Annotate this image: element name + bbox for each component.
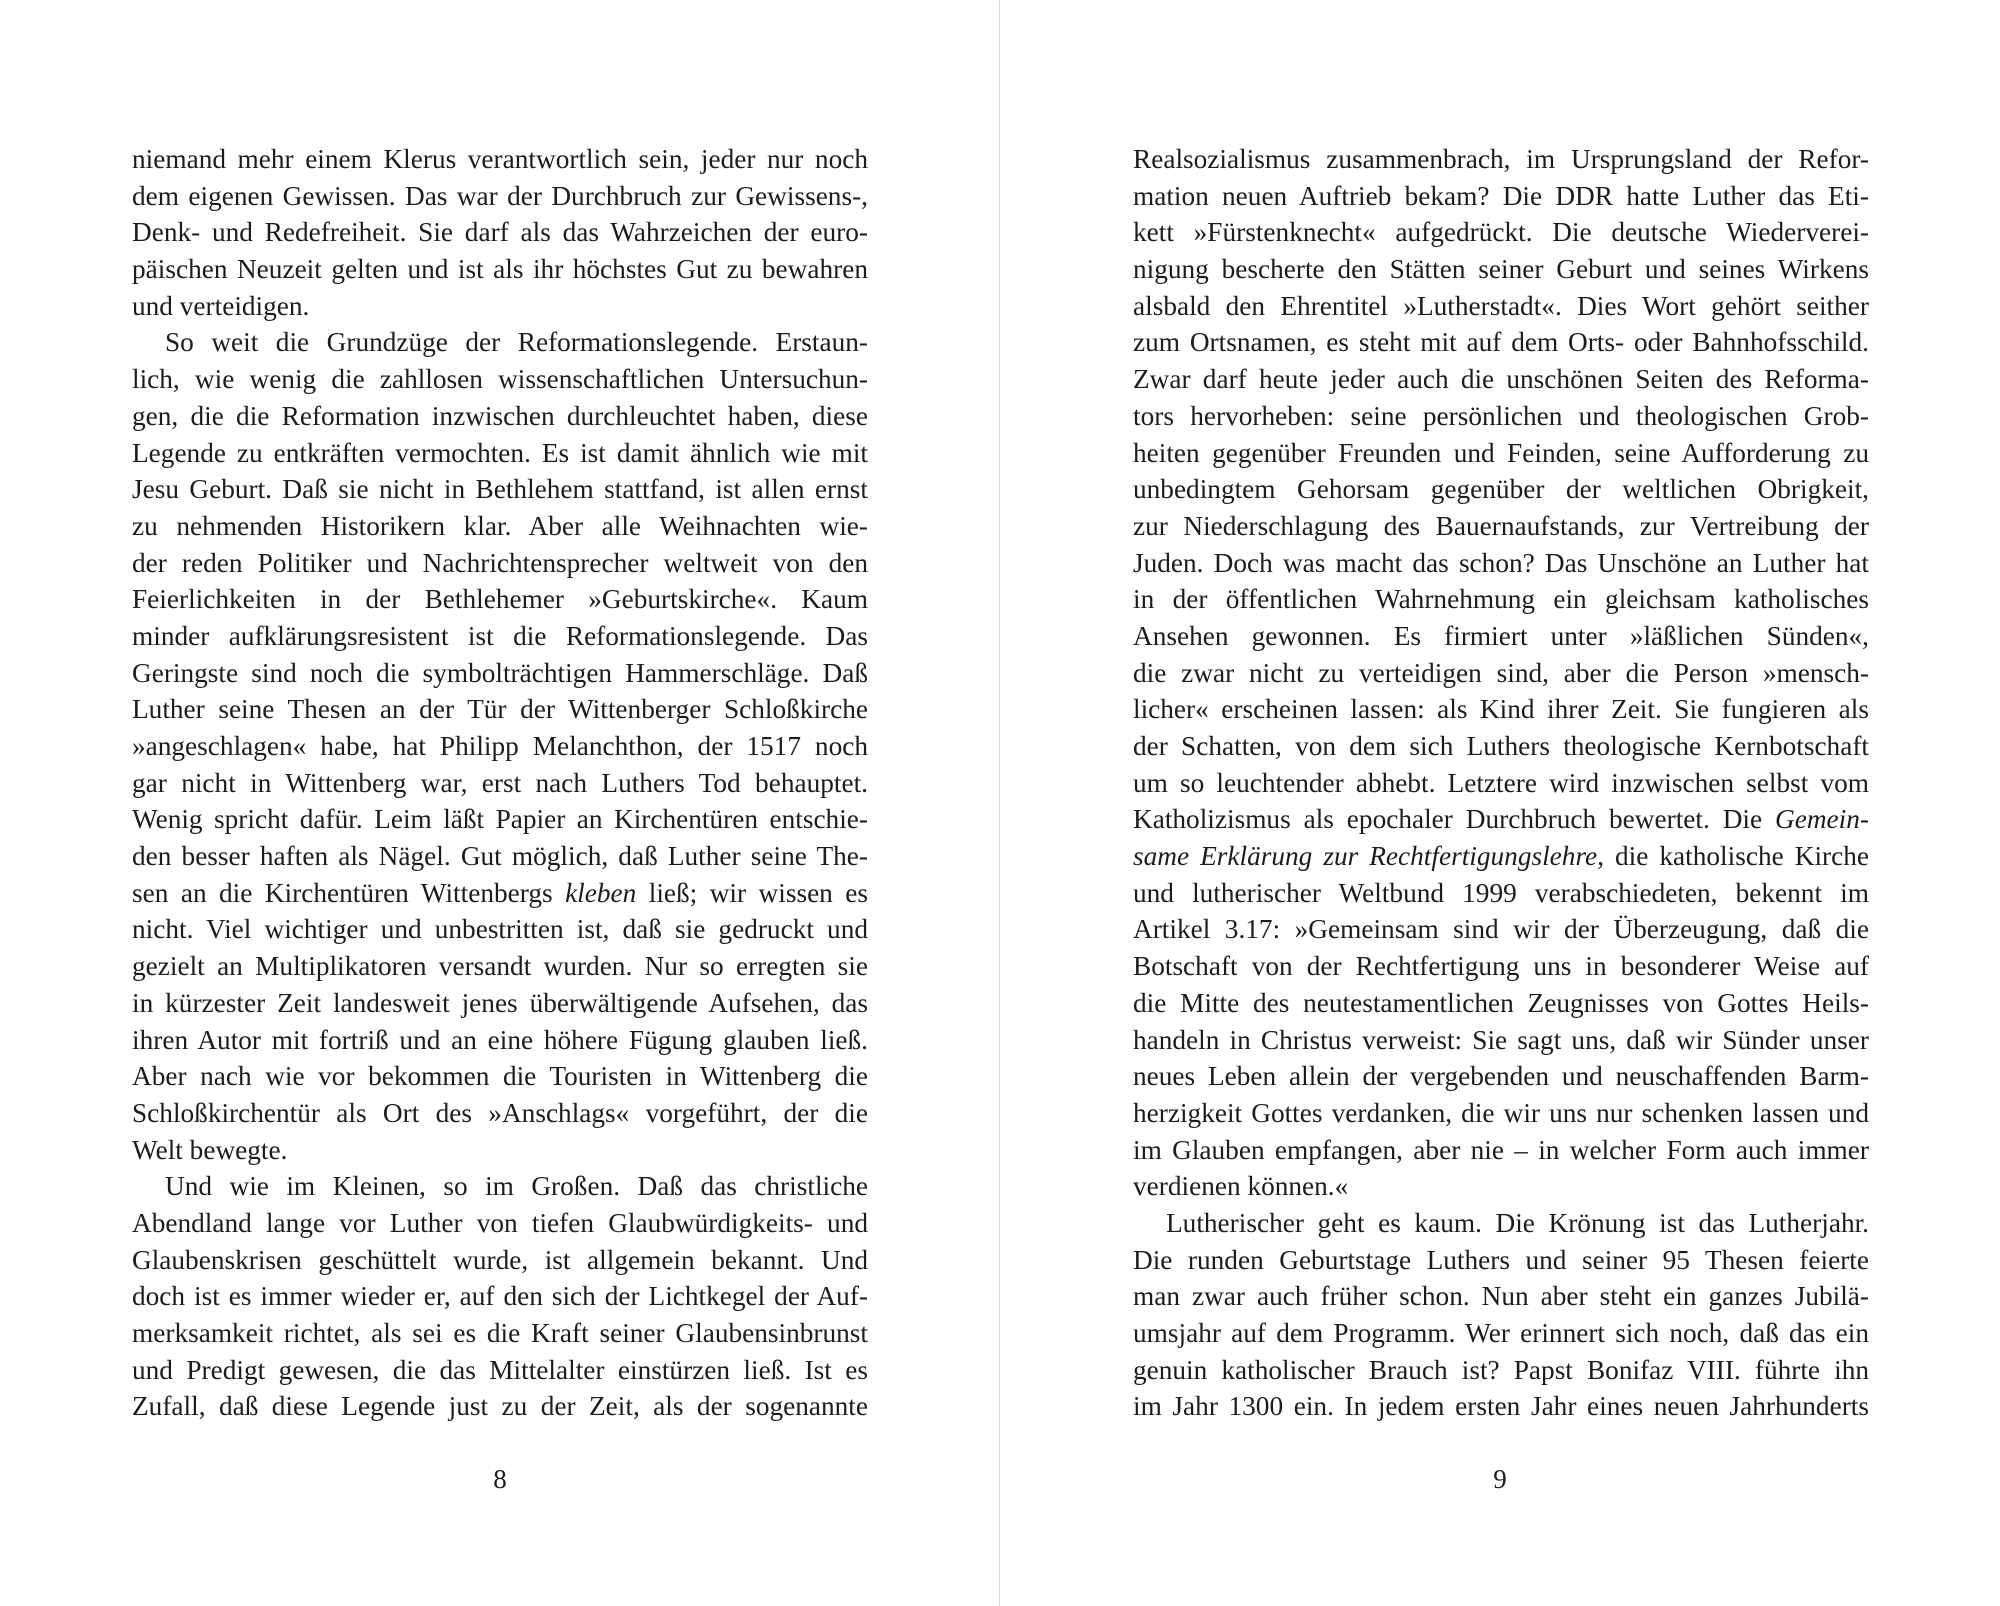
text-segment: ließ; wir wissen es bbox=[636, 877, 868, 908]
text-line: »angeschlagen« habe, hat Philipp Melanchthon, der 1517 noch bbox=[132, 731, 868, 761]
text-line: die zwar nicht zu verteidigen sind, aber die Person »mensch- bbox=[1133, 657, 1869, 688]
text-line: mation neuen Auftrieb bekam? Die DDR hatte Luther das Eti- bbox=[1133, 180, 1869, 211]
text-line: unbedingtem Gehorsam gegenüber der weltlichen Obrigkeit, bbox=[1133, 474, 1869, 505]
left-page-text bbox=[132, 141, 868, 1425]
text-line: Wenig spricht dafür. Leim läßt Papier an Kirchentüren entschie- bbox=[132, 804, 868, 835]
text-line: Legende zu entkräften vermochten. Es ist damit ähnlich wie mit bbox=[132, 437, 868, 468]
text-line: in der öffentlichen Wahrnehmung ein gleichsam katholisches bbox=[1133, 584, 1869, 615]
text-line-with-emphasis bbox=[132, 875, 868, 912]
text-line: Abendland lange vor Luther von tiefen Glaubwürdigkeits- und bbox=[132, 1207, 868, 1238]
text-line: herzigkeit Gottes verdanken, die wir uns nur schenken lassen und bbox=[1133, 1097, 1869, 1128]
text-line: dem eigenen Gewissen. Das war der Durchbruch zur Gewissens-, bbox=[132, 180, 868, 211]
text-line: Botschaft von der Rechtfertigung uns in besonderer Weise auf bbox=[1133, 951, 1869, 982]
text-line: und verteidigen. bbox=[132, 290, 310, 321]
text-line: zum Ortsnamen, es steht mit auf dem Orts- oder Bahnhofsschild. bbox=[1133, 327, 1869, 358]
text-line: Die runden Geburtstage Luthers und seiner 95 Thesen feierte bbox=[1133, 1244, 1869, 1275]
text-line: tors hervorheben: seine persönlichen und theologischen Grob- bbox=[1133, 400, 1869, 431]
text-line: um so leuchtender abhebt. Letztere wird inzwischen selbst vom bbox=[1133, 767, 1869, 798]
text-line: im Jahr 1300 ein. In jedem ersten Jahr eines neuen Jahrhunderts bbox=[1133, 1391, 1869, 1422]
text-line: päischen Neuzeit gelten und ist als ihr höchstes Gut zu bewahren bbox=[132, 254, 868, 285]
text-line: Glaubenskrisen geschüttelt wurde, ist allgemein bekannt. Und bbox=[132, 1244, 868, 1275]
text-line: Und wie im Kleinen, so im Großen. Daß das christliche bbox=[165, 1171, 868, 1202]
text-line: den besser haften als Nägel. Gut möglich, daß Luther seine The- bbox=[132, 841, 868, 872]
text-line: handeln in Christus verweist: Sie sagt uns, daß wir Sünder unser bbox=[1133, 1024, 1869, 1055]
text-line: So weit die Grundzüge der Reformationslegende. Erstaun- bbox=[165, 327, 868, 358]
text-line: zur Niederschlagung des Bauernaufstands, zur Vertreibung der bbox=[1133, 510, 1869, 541]
text-line: im Glauben empfangen, aber nie – in welcher Form auch immer bbox=[1133, 1134, 1869, 1165]
text-line: zu nehmenden Historikern klar. Aber alle Weihnachten wie- bbox=[132, 510, 868, 541]
page-number: 9 bbox=[1493, 1464, 1507, 1494]
text-line: alsbald den Ehrentitel »Lutherstadt«. Dies Wort gehört seither bbox=[1133, 290, 1869, 321]
text-segment: Katholizismus als epochaler Durchbruch bewertet. Die bbox=[1133, 804, 1763, 835]
text-line: doch ist es immer wieder er, auf den sich der Lichtkegel der Auf- bbox=[132, 1281, 868, 1312]
emphasis-text: kleben bbox=[565, 877, 637, 908]
text-line: der Schatten, von dem sich Luthers theologische Kernbotschaft bbox=[1133, 731, 1869, 761]
text-line: niemand mehr einem Klerus verantwortlich sein, jeder nur noch bbox=[132, 144, 868, 174]
text-line: man zwar auch früher schon. Nun aber steht ein ganzes Jubilä- bbox=[1133, 1281, 1869, 1312]
emphasis-text: Gemein- bbox=[1775, 804, 1869, 835]
text-line: kett »Fürstenknecht« aufgedrückt. Die deutsche Wiederverei- bbox=[1133, 217, 1869, 248]
text-line: Feierlichkeiten in der Bethlehemer »Geburtskirche«. Kaum bbox=[132, 584, 868, 615]
text-line: Zufall, daß diese Legende just zu der Zeit, als der sogenannte bbox=[132, 1391, 868, 1422]
text-line: licher« erscheinen lassen: als Kind ihrer Zeit. Sie fungieren als bbox=[1133, 694, 1869, 725]
text-segment: sen an die Kirchentüren Wittenbergs bbox=[132, 877, 553, 908]
page-number: 8 bbox=[493, 1464, 507, 1494]
text-line: Artikel 3.17: »Gemeinsam sind wir der Überzeugung, daß die bbox=[1133, 914, 1869, 945]
text-line: neues Leben allein der vergebenden und neuschaffenden Barm- bbox=[1133, 1061, 1869, 1092]
text-line-with-emphasis bbox=[1133, 801, 1869, 838]
text-line: genuin katholischer Brauch ist? Papst Bonifaz VIII. führte ihn bbox=[1133, 1354, 1869, 1385]
right-page bbox=[1000, 0, 2000, 1606]
text-line: gen, die die Reformation inzwischen durchleuchtet haben, diese bbox=[132, 400, 868, 431]
text-line: verdienen können.« bbox=[1133, 1171, 1349, 1202]
text-line: Juden. Doch was macht das schon? Das Unschöne an Luther hat bbox=[1133, 547, 1869, 578]
text-line: gezielt an Multiplikatoren versandt wurden. Nur so erregten sie bbox=[132, 951, 868, 982]
right-page-text bbox=[1133, 141, 1869, 1425]
text-line: Lutherischer geht es kaum. Die Krönung ist das Lutherjahr. bbox=[1166, 1207, 1869, 1238]
text-line: und Predigt gewesen, die das Mittelalter einstürzen ließ. Ist es bbox=[132, 1354, 868, 1385]
text-line: die Mitte des neutestamentlichen Zeugnisses von Gottes Heils- bbox=[1133, 987, 1869, 1018]
text-line: der reden Politiker und Nachrichtensprecher weltweit von den bbox=[132, 547, 868, 578]
text-line: Realsozialismus zusammenbrach, im Ursprungsland der Refor- bbox=[1133, 144, 1869, 174]
text-line: nigung bescherte den Stätten seiner Geburt und seines Wirkens bbox=[1133, 254, 1869, 285]
text-line: lich, wie wenig die zahllosen wissenschaftlichen Untersuchun- bbox=[132, 364, 868, 395]
text-line: ihren Autor mit fortriß und an eine höhere Fügung glauben ließ. bbox=[132, 1024, 868, 1055]
text-line-with-emphasis bbox=[1133, 838, 1869, 875]
text-line: umsjahr auf dem Programm. Wer erinnert sich noch, daß das ein bbox=[1133, 1318, 1869, 1348]
text-line: Welt bewegte. bbox=[132, 1134, 288, 1165]
emphasis-text: same Erklärung zur Rechtfertigungslehre bbox=[1133, 841, 1598, 872]
text-line: heiten gegenüber Freunden und Feinden, seine Aufforderung zu bbox=[1133, 437, 1869, 468]
text-line: Jesu Geburt. Daß sie nicht in Bethlehem stattfand, ist allen ernst bbox=[132, 474, 868, 505]
text-line: gar nicht in Wittenberg war, erst nach Luthers Tod behauptet. bbox=[132, 767, 868, 798]
text-line: merksamkeit richtet, als sei es die Kraft seiner Glaubensinbrunst bbox=[132, 1318, 868, 1348]
text-line: Schloßkirchentür als Ort des »Anschlags« vorgeführt, der die bbox=[132, 1097, 868, 1128]
text-line: nicht. Viel wichtiger und unbestritten ist, daß sie gedruckt und bbox=[132, 914, 868, 945]
text-line: Geringste sind noch die symbolträchtigen Hammerschläge. Daß bbox=[132, 657, 868, 688]
text-line: minder aufklärungsresistent ist die Reformationslegende. Das bbox=[132, 620, 868, 651]
text-line: Aber nach wie vor bekommen die Touristen in Wittenberg die bbox=[132, 1061, 868, 1092]
text-line: in kürzester Zeit landesweit jenes überwältigende Aufsehen, das bbox=[132, 987, 868, 1018]
text-line: und lutherischer Weltbund 1999 verabschiedeten, bekennt im bbox=[1133, 877, 1869, 908]
text-line: Ansehen gewonnen. Es firmiert unter »läßlichen Sünden«, bbox=[1133, 620, 1869, 651]
text-line: Luther seine Thesen an der Tür der Wittenberger Schloßkirche bbox=[132, 694, 868, 725]
text-line: Zwar darf heute jeder auch die unschönen Seiten des Reforma- bbox=[1133, 364, 1869, 395]
text-segment: , die katholische Kirche bbox=[1597, 841, 1869, 872]
text-line: Denk- und Redefreiheit. Sie darf als das Wahrzeichen der euro- bbox=[132, 217, 868, 248]
